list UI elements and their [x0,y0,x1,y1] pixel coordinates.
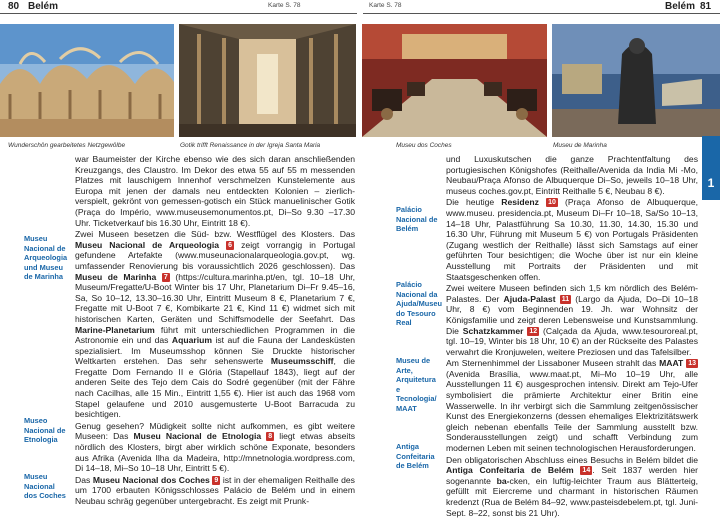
paragraph-maat: Am Sternenhimmel der Lissaboner Museen strahlt das MAAT 13 (Avenida Brasília, www.maat.pt, Mi–Mo 10–19 Uhr, alle Ausstellungen 11 €) ausgesprochen intensiv. Direkt am Tejo-Ufer symbolisiert die prämierte Architektur einer Britin eine Wasserwelle. In ihr verbirgt sich die Sammlung zeitgenössischer Kunst des Energiekonzerns (dessen ehemaliges Elektrizitätswerk gleich nebenan ebenfalls Teile der Sammlung ausstellt bzw. Sonderausstellungen zeigt) und schafft Verbindung zum modernen Leben mit seinen technologischen Herausforderungen. [446,358,698,454]
paragraph-etnologia: Genug gesehen? Müdigkeit sollte nicht aufkommen, es gibt weitere Museen: Das Museu Nacional de Etnologia 8 liegt etwas abseits nördlich des Klosters, birgt aber wirklich schöne Exponate, besonders aus Afrika (Avenida Ilha da Madeira, http://mnetnologia.wordpress.com, Di 14–18, Mi–So 10–18 Uhr, Eintritt 5 €). [75,420,356,474]
location-marker: 6 [228,241,233,249]
sidebar-label-etnologia: Museo Nacional de Etnologia [24,416,66,445]
location-marker: 8 [268,433,273,441]
paragraph-coches: Das Museu Nacional dos Coches 9 ist in der ehemaligen Reithalle des um 1700 erbauten Königsschlosses Palácio de Belém und in einem Neubau schräg gegenüber untergebracht. Es zeigt mit Prunk- [75,474,355,506]
left-page-number: 80 [8,1,20,12]
photo-church-nave [179,24,356,137]
paragraph-claustro: war Baumeister der Kirche ebenso wie des sich daran anschließenden Kreuzgangs, des Claustro. Im Dekor des etwa 55 auf 55 m messenden Platzes mit lauschigem Innenhof verschmelzen Kunstelemente aus Europa mit jenen der damals neu entdeckten Kolonien – zierlich-verspielt, gekrönt von gemessen-gotisch ein Stück manuelinischer Gotik (Praça do Império, www.museusemonumentos.pt, Di–So 9.30 –17.30 Uhr. Ticketverkauf bis 16.30 Uhr, Eintritt 18 €). [75,154,355,228]
location-marker: 14 [582,467,591,475]
paragraph-museums-wings: Zwei Museen besetzen die Süd- bzw. Westflügel des Klosters. Das Museu Nacional de Arqueologia 6 zeigt vorrangig in Portugal gefundene Artefakte (www.museunacionalarqueologia.gov.pt, wg. umfassender Renovierung bis voraussichtlich 2026 geschlossen). Das Museu de Marinha 7 (https://cultura.marinha.pt/en, tgl. 10–18 Uhr, Museum/Fregatte/U-Boot Winter bis 17 Uhr, Planetarium Di–Fr 9.45–16, Sa, So 10–12, 13.30–16.30 Uhr, Eintritt Museum 8 €, Planetarium 7 €, Fregatte mit U-Boot 7 €, Kombikarte 21 €, Kind 11 €) widmet sich mit historischen Karten, Geräten und Schiffsmodelle der Seefahrt. Das Marine-Planetarium führt mit unterschiedlichen Programmen in die Astronomie ein und das Aquarium ist auf die Fauna der Landesküsten spezialisiert. Im Museumsshop können Sie Druckte historischer Weltkarten erstehen. Das sehr sehenswerte Museumsschiff, die Fregatte Dom Fernando II e Glória (Stapellauf 1843), liegt auf der anderen Seite des Tejo dem Cais do Sodré gegenüber (mit der Fähre nach Cacilhas, alle 15 Min., Eintritt 1,55 €). Hier ist auch das 1968 vom Stapel gelaufene und 2010 ausgemusterte U-Boot Barracuda zu besichtigen. [75,229,356,420]
location-marker: 9 [214,476,219,484]
sidebar-label-coches: Museu Nacional dos Coches [24,472,66,501]
right-section-title: Belém [665,1,696,12]
location-marker: 13 [688,360,696,368]
left-text-column [75,154,355,508]
caption-church: Gotik trifft Renaissance in der Igreja Santa Maria [180,142,321,149]
right-page-header [363,0,720,14]
location-marker: 10 [548,199,556,207]
sidebar-label-arqueologia: Museu Nacional de Arqueologia und Museu de Marinha [24,234,68,282]
header-rule [363,13,720,14]
chapter-tab: 1 [702,136,720,200]
sidebar-label-ajuda: Palácio Nacional da Ajuda/Museu do Tesouro Real [396,280,442,328]
photo-marine-museum [552,24,720,137]
right-page-number: 81 [700,1,712,12]
location-marker: 11 [561,295,570,303]
paragraph-coaches-cont: und Luxuskutschen die ganze Prachtentfaltung des portugiesischen Königshofes (Reithalle/Avenida da India Mi -Mo, Neubau/Praça Afonso de Albuquerque Di–So, jeweils 10–18 Uhr, museus coches.gov.pt, Eintritt Reithalle 5 €, Neubau 8 €). [446,154,698,196]
caption-vault: Wunderschön gearbeitetes Netzgewölbe [8,142,126,149]
paragraph-confeitaria: Den obligatorischen Abschluss eines Besuchs in Belém bildet die Antiga Confeitaria de Belém 14 . Seit 1837 werden hier sogenannte ba-cken, ein luftig-leichter Traum aus Blätterteig, gefüllt mit Eiercreme und charmant in historischen Räumen kredenzt (Rua de Belém 84–92, www.pasteisdebelem.pt, tgl. Juni-Sept. 8–22, sonst bis 21 Uhr). [446,454,699,518]
caption-coaches: Museu dos Coches [396,142,452,149]
left-map-reference: Karte S. 78 [268,2,301,9]
location-marker: 12 [529,327,538,335]
right-text-column [446,154,698,519]
left-page-header [0,0,357,14]
photo-coach-museum [362,24,547,137]
caption-marinha: Museu de Marinha [553,142,607,149]
paragraph-residenz: Die heutige Residenz 10 (Praça Afonso de Albuquerque, www.museu. presidencia.pt, Museum Di–Fr 10–18, Sa/So 10–13, 14–18 Uhr, Palastführung Sa 10.30, 11.30, 14.30, 15.30 und 16.30 Uhr, Führung mit Museum 5 €) von Portugals Präsidenten (Zugang westlich der Reithalle) lässt sich Samstags auf einer geführten Tour besichtigen; die Woche über ist nur ein kleine Ausstellung mit Portraits der Präsidenten und mit Staatsgeschenken offen. [446,197,698,282]
photo-vaulted-ceiling [0,24,174,137]
sidebar-label-belem-palace: Palácio Nacional de Belém [396,205,438,234]
sidebar-label-confeitaria: Antiga Confeitaria de Belém [396,442,435,471]
header-rule [0,13,357,14]
paragraph-ajuda: Zwei weitere Museen befinden sich 1,5 km nördlich des Belém-Palastes. Der Ajuda-Palast 11 (Largo da Ajuda, Do–Di 10–18 Uhr, 8 €) vom Beginnenden 19. Jh. war Wohnsitz der Königsfamilie und zeigt deren Lebensweise und Kunstsammlung. Die Schatzkammer 12 (Calçada da Ajuda, www.tesouroreal.pt, tgl. 10–19, Winter bis 18 Uhr, 10 €) an der Rückseite des Palastes verwahrt die Kronjuwelen, weitere Preziosen und das Tafelsilber. [446,283,698,357]
location-marker: 7 [163,273,168,281]
right-map-reference: Karte S. 78 [369,2,402,9]
sidebar-label-maat: Museu de Arte, Arquitetura e Tecnologia/ MAAT [396,356,437,413]
left-section-title: Belém [28,1,59,12]
